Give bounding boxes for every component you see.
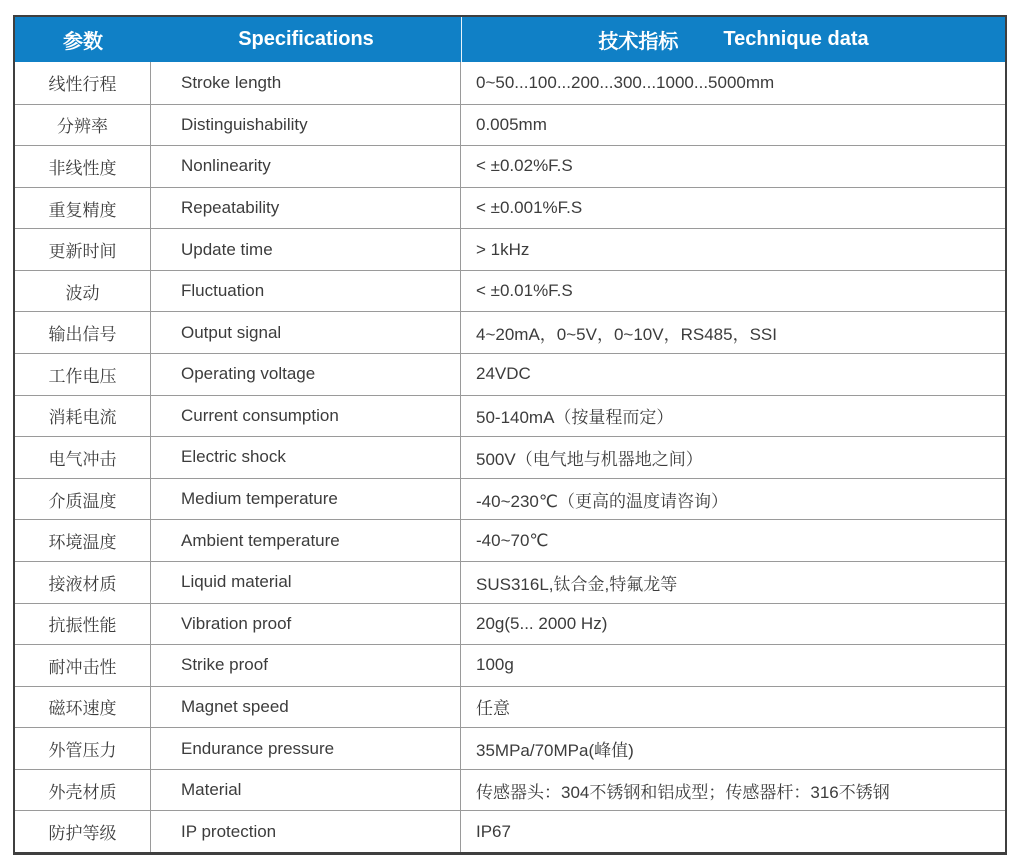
row-spec-cell: Ambient temperature [151,520,461,561]
row-param-cell: 防护等级 [15,811,151,852]
row-value-cell: 24VDC [476,364,531,384]
row-param-cell: 工作电压 [15,354,151,395]
row-param-cell: 波动 [15,271,151,312]
row-value-cell: < ±0.001%F.S [476,198,583,218]
row-spec-cell: Strike proof [151,645,461,686]
table-row [15,187,1005,229]
row-value-cell: 50-140mA（按量程而定） [476,408,674,428]
table-row [15,810,1005,852]
spec-table [13,15,1007,855]
table-row [15,311,1005,353]
row-value-cell: 4~20mA，0~5V，0~10V，RS485，SSI [476,325,777,345]
header-cell-param: 参数 [63,31,103,53]
row-value-cell: < ±0.02%F.S [476,156,573,176]
row-spec-cell: Stroke length [151,62,461,104]
table-row [15,353,1005,395]
table-row [15,686,1005,728]
row-param-cell: 分辨率 [15,105,151,146]
row-param-cell: 介质温度 [15,479,151,520]
row-value-cell: 20g(5... 2000 Hz) [476,613,608,633]
table-row [15,769,1005,811]
table-row [15,561,1005,603]
table-row [15,270,1005,312]
row-value-cell: SUS316L,钛合金,特氟龙等 [476,574,678,594]
row-param-cell: 耐冲击性 [15,645,151,686]
row-param-cell: 输出信号 [15,312,151,353]
table-row [15,478,1005,520]
row-spec-cell: Output signal [151,312,461,353]
row-param-cell: 接液材质 [15,562,151,603]
row-value-cell: 35MPa/70MPa(峰值) [476,741,634,761]
row-value-cell: -40~230℃（更高的温度请咨询） [476,491,728,511]
row-param-cell: 电气冲击 [15,437,151,478]
row-param-cell: 抗振性能 [15,604,151,645]
row-spec-cell: Operating voltage [151,354,461,395]
row-param-cell: 磁环速度 [15,687,151,728]
row-param-cell: 更新时间 [15,229,151,270]
row-param-cell: 环境温度 [15,520,151,561]
table-row [15,727,1005,769]
table-row [15,603,1005,645]
row-value-cell: IP67 [476,821,511,841]
row-param-cell: 非线性度 [15,146,151,187]
row-spec-cell: Medium temperature [151,479,461,520]
header-technique-zh-label: 技术指标 [598,31,679,53]
row-spec-cell: Electric shock [151,437,461,478]
row-spec-cell: Repeatability [151,188,461,229]
row-value-cell: 任意 [476,699,510,719]
table-row [15,436,1005,478]
table-row [15,644,1005,686]
row-spec-cell: Nonlinearity [151,146,461,187]
header-cell-technique-data [461,17,1005,62]
row-value-cell: > 1kHz [476,239,530,259]
row-value-cell: < ±0.01%F.S [476,281,573,301]
row-spec-cell: Distinguishability [151,105,461,146]
row-param-cell: 外壳材质 [15,770,151,811]
row-spec-cell: Current consumption [151,396,461,437]
row-param-cell: 消耗电流 [15,396,151,437]
header-technique-en-label: Technique data [723,28,869,50]
row-value-cell: -40~70℃ [476,530,549,550]
row-spec-cell: Vibration proof [151,604,461,645]
row-spec-cell: Update time [151,229,461,270]
row-value-cell: 传感器头：304不锈钢和铝成型；传感器杆：316不锈钢 [476,782,890,802]
row-spec-cell: Liquid material [151,562,461,603]
table-row [15,228,1005,270]
table-row [15,104,1005,146]
table-row [15,519,1005,561]
row-param-cell: 重复精度 [15,188,151,229]
row-spec-cell: Magnet speed [151,687,461,728]
row-param-cell: 线性行程 [15,62,151,104]
row-spec-cell: Material [151,770,461,811]
row-value-cell: 100g [476,655,514,675]
row-spec-cell: Fluctuation [151,271,461,312]
row-value-cell: 0.005mm [476,114,547,134]
header-cell-specifications: Specifications [238,28,374,50]
table-row [15,62,1005,104]
row-spec-cell: Endurance pressure [151,728,461,769]
row-spec-cell: IP protection [151,811,461,852]
table-header-row [15,17,1005,62]
row-value-cell: 0~50...100...200...300...1000...5000mm [476,72,775,92]
row-param-cell: 外管压力 [15,728,151,769]
table-row [15,145,1005,187]
table-row [15,395,1005,437]
row-value-cell: 500V（电气地与机器地之间） [476,449,703,469]
table-body [15,62,1005,852]
